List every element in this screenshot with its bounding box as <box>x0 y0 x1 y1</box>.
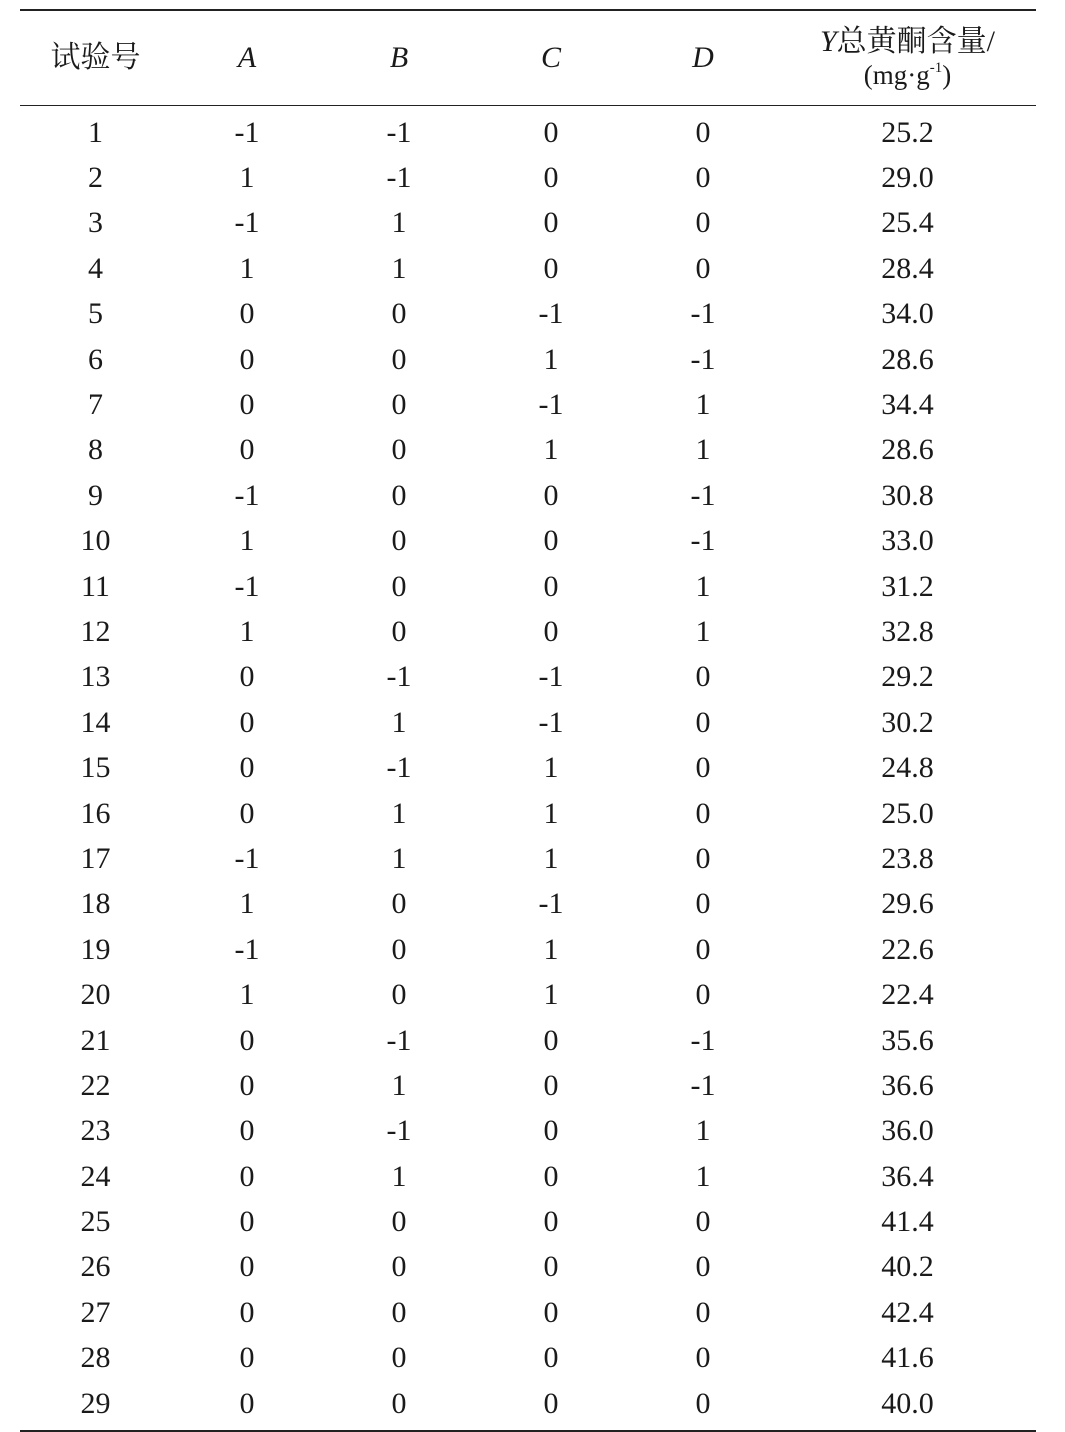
cell-factor-c: 1 <box>543 342 559 376</box>
cell-factor-d: 1 <box>695 433 711 467</box>
cell-response-y: 41.4 <box>881 1205 934 1239</box>
cell-factor-c: 0 <box>543 115 559 149</box>
cell-trial-number: 11 <box>81 569 110 603</box>
cell-factor-a: 0 <box>239 660 255 694</box>
table-row <box>20 745 1036 790</box>
cell-factor-c: 1 <box>543 433 559 467</box>
cell-factor-a: 1 <box>239 887 255 921</box>
cell-factor-c: 0 <box>543 251 559 285</box>
table-row <box>20 428 1036 473</box>
table-row <box>20 564 1036 609</box>
cell-trial-number: 3 <box>88 206 103 240</box>
table-row <box>20 609 1036 654</box>
table-row <box>20 1290 1036 1335</box>
cell-factor-c: 0 <box>543 1205 559 1239</box>
cell-factor-a: 0 <box>239 1295 255 1329</box>
cell-factor-a: -1 <box>234 841 260 875</box>
cell-factor-c: 0 <box>543 614 559 648</box>
cell-factor-a: -1 <box>234 115 260 149</box>
cell-factor-d: -1 <box>690 297 716 331</box>
cell-factor-b: 0 <box>391 978 407 1012</box>
cell-factor-b: 1 <box>391 1068 407 1102</box>
cell-response-y: 34.4 <box>881 388 934 422</box>
cell-factor-c: -1 <box>538 705 564 739</box>
cell-factor-a: 1 <box>239 161 255 195</box>
cell-factor-a: -1 <box>234 206 260 240</box>
cell-response-y: 41.6 <box>881 1341 934 1375</box>
cell-factor-b: 1 <box>391 796 407 830</box>
cell-factor-d: 0 <box>695 1295 711 1329</box>
cell-factor-c: 1 <box>543 932 559 966</box>
cell-factor-b: -1 <box>386 1114 412 1148</box>
cell-factor-b: 0 <box>391 1386 407 1420</box>
cell-response-y: 28.4 <box>881 251 934 285</box>
cell-trial-number: 22 <box>80 1068 111 1102</box>
header-factor-b: B <box>389 41 409 74</box>
table-row <box>20 791 1036 836</box>
cell-factor-b: -1 <box>386 1023 412 1057</box>
header-response-y <box>779 25 1036 91</box>
cell-factor-d: -1 <box>690 1068 716 1102</box>
cell-factor-d: 0 <box>695 796 711 830</box>
table-row <box>20 1381 1036 1426</box>
cell-factor-b: 1 <box>391 705 407 739</box>
cell-trial-number: 1 <box>88 115 103 149</box>
cell-response-y: 36.4 <box>881 1159 934 1193</box>
cell-factor-a: 0 <box>239 796 255 830</box>
cell-factor-c: 0 <box>543 161 559 195</box>
cell-factor-b: 0 <box>391 1205 407 1239</box>
cell-factor-c: 1 <box>543 978 559 1012</box>
cell-response-y: 42.4 <box>881 1295 934 1329</box>
cell-response-y: 33.0 <box>881 524 934 558</box>
cell-factor-c: 0 <box>543 569 559 603</box>
cell-trial-number: 8 <box>88 433 103 467</box>
table-row <box>20 246 1036 291</box>
cell-response-y: 40.0 <box>881 1386 934 1420</box>
cell-trial-number: 5 <box>88 297 103 331</box>
cell-factor-b: 0 <box>391 887 407 921</box>
cell-response-y: 28.6 <box>881 433 934 467</box>
header-factor-a: A <box>237 41 257 74</box>
cell-trial-number: 9 <box>88 478 103 512</box>
cell-factor-b: 1 <box>391 206 407 240</box>
cell-response-y: 23.8 <box>881 841 934 875</box>
table-row <box>20 972 1036 1017</box>
cell-factor-b: 0 <box>391 433 407 467</box>
cell-factor-b: -1 <box>386 115 412 149</box>
table-row <box>20 1109 1036 1154</box>
cell-factor-d: 1 <box>695 388 711 422</box>
cell-factor-a: 0 <box>239 1068 255 1102</box>
cell-trial-number: 26 <box>80 1250 111 1284</box>
cell-factor-b: 0 <box>391 1250 407 1284</box>
cell-factor-d: 0 <box>695 1386 711 1420</box>
cell-factor-b: -1 <box>386 161 412 195</box>
table-row <box>20 927 1036 972</box>
cell-response-y: 34.0 <box>881 297 934 331</box>
cell-trial-number: 4 <box>88 251 103 285</box>
cell-factor-b: 0 <box>391 569 407 603</box>
cell-factor-d: 1 <box>695 1114 711 1148</box>
cell-response-y: 31.2 <box>881 569 934 603</box>
cell-response-y: 30.2 <box>881 705 934 739</box>
header-y-symbol: Y <box>819 25 837 59</box>
cell-response-y: 22.6 <box>881 932 934 966</box>
cell-response-y: 29.2 <box>881 660 934 694</box>
response-surface-table <box>20 9 1036 1432</box>
cell-factor-a: 0 <box>239 1114 255 1148</box>
header-trial-number: 试验号 <box>50 41 141 74</box>
header-y-label: 总黄酮含量/ <box>836 25 996 59</box>
cell-factor-a: 1 <box>239 614 255 648</box>
table-row <box>20 882 1036 927</box>
cell-factor-a: 0 <box>239 388 255 422</box>
cell-trial-number: 2 <box>88 161 103 195</box>
table-row <box>20 1154 1036 1199</box>
cell-factor-a: 0 <box>239 1023 255 1057</box>
cell-factor-c: 0 <box>543 1386 559 1420</box>
cell-factor-b: -1 <box>386 660 412 694</box>
cell-response-y: 40.2 <box>881 1250 934 1284</box>
cell-factor-c: 0 <box>543 478 559 512</box>
cell-trial-number: 18 <box>80 887 111 921</box>
cell-factor-a: 0 <box>239 297 255 331</box>
cell-response-y: 28.6 <box>881 342 934 376</box>
cell-trial-number: 17 <box>80 841 111 875</box>
cell-factor-a: 0 <box>239 1205 255 1239</box>
cell-factor-d: 0 <box>695 1341 711 1375</box>
cell-factor-a: 0 <box>239 342 255 376</box>
cell-factor-c: 0 <box>543 1114 559 1148</box>
table-row <box>20 201 1036 246</box>
table-row <box>20 519 1036 564</box>
cell-factor-d: -1 <box>690 524 716 558</box>
cell-trial-number: 13 <box>80 660 111 694</box>
table-row <box>20 155 1036 200</box>
cell-factor-a: 0 <box>239 751 255 785</box>
cell-factor-a: 0 <box>239 1386 255 1420</box>
header-factor-d: D <box>692 41 714 74</box>
cell-factor-b: 0 <box>391 297 407 331</box>
table-row <box>20 1245 1036 1290</box>
cell-factor-d: 0 <box>695 887 711 921</box>
cell-factor-a: 0 <box>239 1159 255 1193</box>
cell-response-y: 36.0 <box>881 1114 934 1148</box>
cell-factor-c: -1 <box>538 388 564 422</box>
cell-factor-d: 0 <box>695 206 711 240</box>
cell-factor-a: -1 <box>234 478 260 512</box>
cell-factor-d: 0 <box>695 978 711 1012</box>
cell-factor-d: 0 <box>695 932 711 966</box>
cell-factor-d: 0 <box>695 115 711 149</box>
table-row <box>20 1018 1036 1063</box>
cell-trial-number: 23 <box>80 1114 111 1148</box>
header-y-unit: $(mg\cdot g^{-1})$ <box>863 59 952 90</box>
cell-factor-b: 0 <box>391 932 407 966</box>
cell-trial-number: 21 <box>80 1023 111 1057</box>
cell-factor-d: 1 <box>695 614 711 648</box>
table-row <box>20 473 1036 518</box>
cell-factor-b: 0 <box>391 342 407 376</box>
cell-factor-b: 0 <box>391 524 407 558</box>
cell-trial-number: 6 <box>88 342 103 376</box>
cell-factor-b: 0 <box>391 478 407 512</box>
cell-factor-d: 0 <box>695 1205 711 1239</box>
cell-factor-a: 0 <box>239 705 255 739</box>
cell-trial-number: 16 <box>80 796 111 830</box>
table-row <box>20 110 1036 155</box>
table-row <box>20 337 1036 382</box>
cell-factor-a: -1 <box>234 569 260 603</box>
cell-factor-d: 0 <box>695 1250 711 1284</box>
cell-response-y: 25.2 <box>881 115 934 149</box>
table-row <box>20 1336 1036 1381</box>
cell-factor-d: 1 <box>695 569 711 603</box>
cell-factor-c: -1 <box>538 660 564 694</box>
cell-trial-number: 25 <box>80 1205 111 1239</box>
cell-factor-c: 0 <box>543 1341 559 1375</box>
cell-factor-c: 0 <box>543 1295 559 1329</box>
cell-factor-d: 1 <box>695 1159 711 1193</box>
table-row <box>20 292 1036 337</box>
cell-factor-c: 1 <box>543 796 559 830</box>
cell-response-y: 25.4 <box>881 206 934 240</box>
table-body <box>20 106 1036 1430</box>
cell-factor-b: 0 <box>391 388 407 422</box>
cell-factor-b: -1 <box>386 751 412 785</box>
cell-response-y: 35.6 <box>881 1023 934 1057</box>
cell-factor-d: 0 <box>695 705 711 739</box>
table-row <box>20 1063 1036 1108</box>
cell-factor-d: 0 <box>695 841 711 875</box>
cell-factor-c: 0 <box>543 1159 559 1193</box>
cell-factor-b: 1 <box>391 1159 407 1193</box>
cell-factor-b: 0 <box>391 614 407 648</box>
cell-response-y: 32.8 <box>881 614 934 648</box>
cell-factor-c: -1 <box>538 297 564 331</box>
header-factor-c: C <box>540 41 561 74</box>
cell-trial-number: 7 <box>88 388 103 422</box>
cell-trial-number: 19 <box>80 932 111 966</box>
table-row <box>20 700 1036 745</box>
cell-factor-d: -1 <box>690 342 716 376</box>
cell-factor-a: 1 <box>239 251 255 285</box>
cell-factor-a: 0 <box>239 1341 255 1375</box>
cell-trial-number: 12 <box>80 614 111 648</box>
cell-factor-d: 0 <box>695 751 711 785</box>
cell-factor-b: 0 <box>391 1295 407 1329</box>
cell-trial-number: 14 <box>80 705 111 739</box>
cell-trial-number: 10 <box>80 524 111 558</box>
cell-trial-number: 27 <box>80 1295 111 1329</box>
table-row <box>20 836 1036 881</box>
cell-factor-a: 1 <box>239 524 255 558</box>
cell-factor-b: 1 <box>391 841 407 875</box>
cell-factor-c: 1 <box>543 751 559 785</box>
cell-trial-number: 29 <box>80 1386 111 1420</box>
cell-response-y: 24.8 <box>881 751 934 785</box>
cell-response-y: 36.6 <box>881 1068 934 1102</box>
cell-trial-number: 24 <box>80 1159 111 1193</box>
table-header-row <box>20 11 1036 105</box>
cell-factor-a: 0 <box>239 433 255 467</box>
cell-response-y: 25.0 <box>881 796 934 830</box>
cell-factor-b: 0 <box>391 1341 407 1375</box>
cell-factor-d: 0 <box>695 251 711 285</box>
cell-trial-number: 28 <box>80 1341 111 1375</box>
cell-factor-c: 0 <box>543 206 559 240</box>
cell-response-y: 30.8 <box>881 478 934 512</box>
cell-factor-c: 0 <box>543 524 559 558</box>
cell-factor-c: 1 <box>543 841 559 875</box>
cell-factor-a: 1 <box>239 978 255 1012</box>
cell-response-y: 29.6 <box>881 887 934 921</box>
cell-factor-a: 0 <box>239 1250 255 1284</box>
cell-factor-a: -1 <box>234 932 260 966</box>
cell-trial-number: 15 <box>80 751 111 785</box>
cell-response-y: 29.0 <box>881 161 934 195</box>
cell-factor-c: 0 <box>543 1068 559 1102</box>
cell-factor-c: 0 <box>543 1250 559 1284</box>
table-row <box>20 1199 1036 1244</box>
cell-response-y: 22.4 <box>881 978 934 1012</box>
cell-factor-d: -1 <box>690 478 716 512</box>
cell-factor-c: -1 <box>538 887 564 921</box>
cell-factor-b: 1 <box>391 251 407 285</box>
cell-factor-d: 0 <box>695 660 711 694</box>
cell-trial-number: 20 <box>80 978 111 1012</box>
cell-factor-d: -1 <box>690 1023 716 1057</box>
cell-factor-c: 0 <box>543 1023 559 1057</box>
table-row <box>20 655 1036 700</box>
cell-factor-d: 0 <box>695 161 711 195</box>
table-row <box>20 382 1036 427</box>
